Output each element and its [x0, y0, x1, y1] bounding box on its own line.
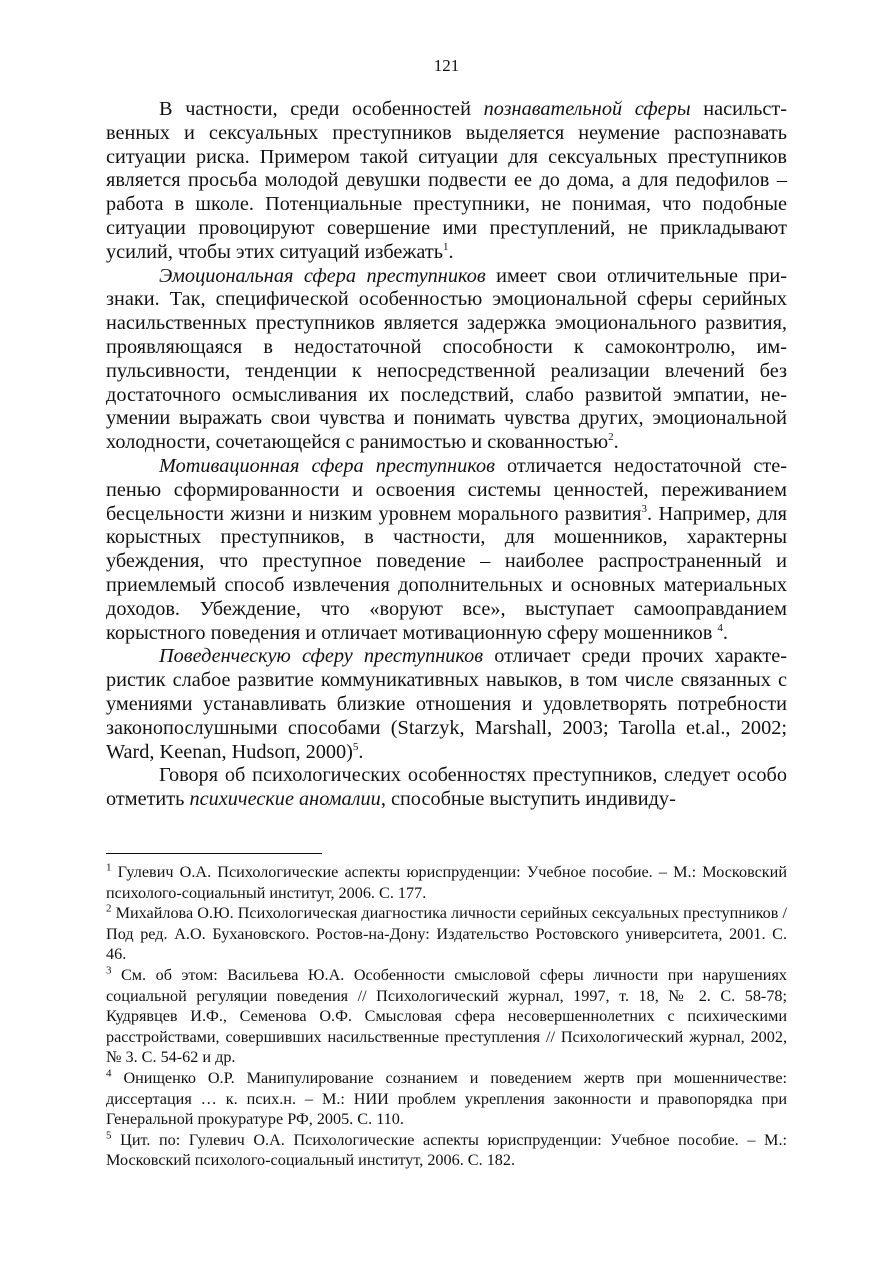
footnote-number: 2 — [106, 902, 112, 915]
footnote-text: Онищенко О.Р. Манипулирование сознанием и поведением жертв при мошенничестве: диссертация … к. псих.н. – М.: НИИ проблем укрепления законности и правопорядка при Генеральной прокуратуре РФ, 2005. С. 110. — [106, 1068, 787, 1129]
footnote-text: Михайлова О.Ю. Психологическая диагностика личности серийных сексуальных преступников / Под ред. А.О. Бухановского. Ростов-на-Дону: Издательство Ростовского университета, 2001. С. 46. — [106, 904, 787, 964]
italic-term: Эмоциональная сфера преступников — [159, 264, 486, 287]
page-number: 121 — [433, 56, 460, 75]
footnote-ref[interactable]: 3 — [641, 502, 647, 515]
footnote-text: Гулевич О.А. Психологические аспекты юриспруденции: Учебное пособие. – М.: Московский психолого-социальный институт, 2006. С. 177. — [106, 863, 787, 902]
body-text — [106, 98, 787, 812]
paragraph-5 — [106, 764, 787, 812]
footnote-4 — [106, 1068, 787, 1130]
paragraph-1 — [106, 98, 787, 265]
footnote-ref[interactable]: 2 — [608, 431, 614, 444]
footnote-ref[interactable]: 5 — [352, 740, 359, 753]
italic-term: Мотивационная сфера преступников — [159, 454, 495, 477]
footnote-ref[interactable]: 4 — [717, 621, 723, 634]
footnote-ref[interactable]: 1 — [443, 241, 449, 254]
text-run: . — [448, 240, 454, 263]
paragraph-2 — [106, 265, 787, 455]
text-run: Говоря об психологических особенностях преступников, следует особо отметить — [106, 764, 787, 811]
footnote-text: См. об этом: Васильева Ю.А. Особенности смысловой сферы личности при нарушениях социальной регуляции поведения // Психологический журнал, 1997, т. 18, № 2. С. 58-78; Кудрявцев И.Ф., Семенова О.Ф. Смысловая сфера несовершеннолетних с психическими расстройствами, совершивших насильственные преступления // Психологический журнал, 2002, № 3. С. 54-62 и др. — [106, 965, 787, 1067]
text-run: . — [358, 740, 364, 763]
footnotes — [106, 862, 787, 1171]
text-run: отличается недостаточной степенью сформированности и освоения системы ценностей, переживанием бесцельности жизни и низким уровнем морального развития — [106, 454, 787, 525]
footnote-number: 3 — [106, 964, 112, 977]
text-run: , способные выступить индивиду- — [380, 788, 676, 811]
italic-term: познавательной сферы — [483, 98, 691, 120]
footnote-5 — [106, 1130, 787, 1171]
text-run: . — [613, 431, 619, 454]
footnote-2 — [106, 903, 787, 965]
text-run: . Например, для корыстных преступников, в частности, для мошенников, характерны убеждения, что преступное поведение – наиболее распространенный и приемлемый способ извлечения дополнительных и основных материальных доходов. Убеждение, что «воруют все», выступает самооправданием корыстного поведения и отличает мотивационную сферу мошенников — [106, 502, 787, 644]
footnote-number: 5 — [106, 1129, 112, 1142]
text-run: . — [722, 621, 728, 644]
text-run: насильственных и сексуальных преступников выделяется неумение распознавать ситуации риска. Примером такой ситуации для сексуальных преступников является просьба молодой девушки подвести ее до дома, а для педофилов – работа в школе. Потенциальные преступники, не понимая, что подобные ситуации провоцируют совершение ими преступлений, не прикладывают усилий, чтобы этих ситуаций избежать — [106, 98, 787, 263]
text-run: имеет свои отличительные признаки. Так, специфической особенностью эмоциональной сферы серийных насильственных преступников является задержка эмоционального развития, проявляющаяся в недостаточной способности к самоконтролю, импульсивности, тенденции к непосредственной реализации влечений без достаточного осмысливания их последствий, слабо развитой эмпатии, неумении выражать свои чувства и понимать чувства других, эмоциональной холодности, сочетающейся с ранимостью и скованностью — [106, 264, 787, 454]
footnote-1 — [106, 862, 787, 903]
footnote-divider — [106, 853, 322, 854]
footnote-number: 4 — [106, 1067, 112, 1080]
footnote-text: Цит. по: Гулевич О.А. Психологические аспекты юриспруденции: Учебное пособие. – М.: Московский психолого-социальный институт, 2006. С. 182. — [106, 1130, 787, 1170]
paragraph-3 — [106, 455, 787, 645]
paragraph-4 — [106, 645, 787, 764]
italic-term: психические аномалии — [189, 788, 381, 811]
footnote-number: 1 — [106, 861, 112, 874]
text-run: отличает среди прочих характеристик слабое развитие коммуникативных навыков, в том числе связанных с умениями устанавливать близкие отношения и удовлетворять потребности законопослушными способами (Starzyk, Marshall, 2003; Tarolla et.al., 2002; Ward, Keenan, Hudsoп, 2000) — [106, 645, 787, 763]
text-run: В частности, среди особенностей — [159, 98, 484, 120]
footnote-3 — [106, 965, 787, 1068]
italic-term: Поведенческую сферу преступников — [159, 645, 484, 668]
